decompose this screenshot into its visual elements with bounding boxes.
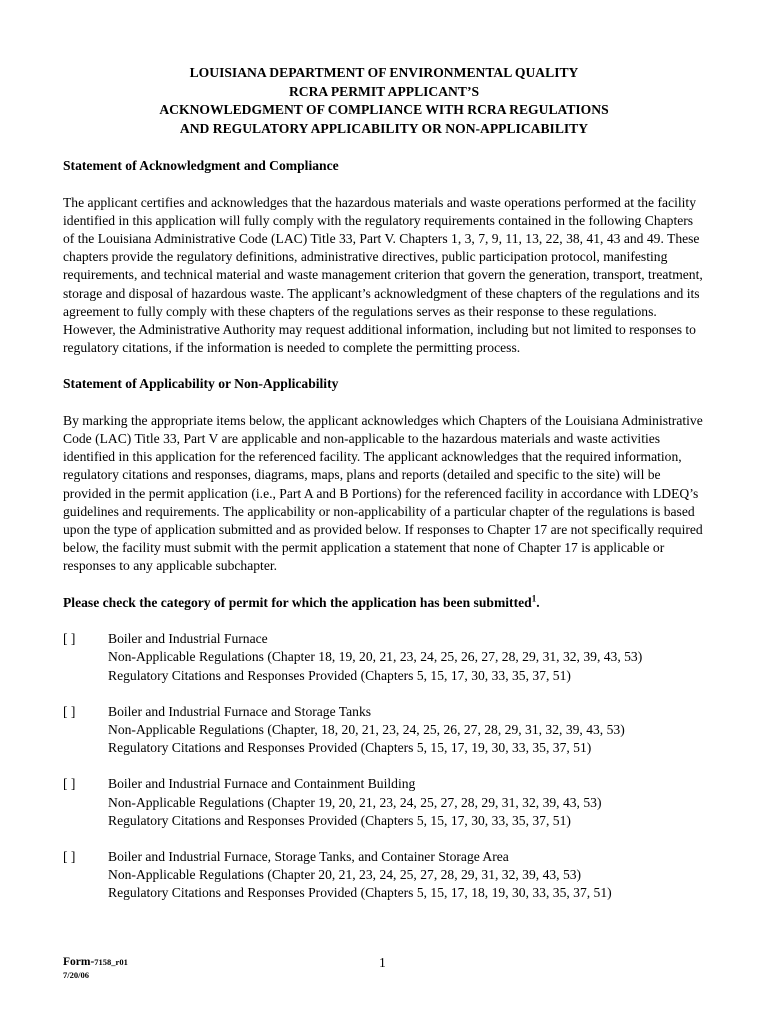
title-line-1: LOUISIANA DEPARTMENT OF ENVIRONMENTAL QUALITY — [189, 65, 579, 80]
option-citations: Regulatory Citations and Responses Provided (Chapters 5, 15, 17, 30, 33, 35, 37, 51) — [108, 812, 571, 828]
option-checkbox[interactable]: [ ] — [63, 703, 76, 719]
option-non-applicable: Non-Applicable Regulations (Chapter 19, 20, 21, 23, 24, 25, 27, 28, 29, 31, 32, 39, 43, 53) — [108, 794, 602, 810]
footnote-marker: 1 — [531, 593, 537, 604]
option-name: Boiler and Industrial Furnace and Storage Tanks — [108, 703, 372, 719]
permit-option — [63, 848, 705, 903]
page-footer — [63, 955, 705, 995]
option-name: Boiler and Industrial Furnace and Containment Building — [108, 776, 416, 792]
form-date: 7/20/06 — [63, 970, 89, 980]
title-line-2: RCRA PERMIT APPLICANT’S — [288, 83, 480, 99]
form-number: 7158_r01 — [94, 957, 128, 967]
option-checkbox[interactable]: [ ] — [63, 631, 76, 647]
form-identifier — [63, 955, 128, 969]
option-non-applicable: Non-Applicable Regulations (Chapter 18, 19, 20, 21, 23, 24, 25, 26, 27, 28, 29, 31, 32, 39, 43, 53) — [108, 649, 643, 665]
option-checkbox[interactable]: [ ] — [63, 848, 76, 864]
permit-category-heading — [63, 594, 705, 613]
title-line-4: AND REGULATORY APPLICABILITY OR NON-APPLICABILITY — [179, 120, 589, 136]
document-title — [63, 64, 705, 138]
option-citations: Regulatory Citations and Responses Provided (Chapters 5, 15, 17, 19, 30, 33, 35, 37, 51) — [108, 740, 592, 756]
option-citations: Regulatory Citations and Responses Provided (Chapters 5, 15, 17, 18, 19, 30, 33, 35, 37, 51) — [108, 885, 612, 901]
option-citations: Regulatory Citations and Responses Provided (Chapters 5, 15, 17, 30, 33, 35, 37, 51) — [108, 667, 571, 683]
acknowledgment-heading: Statement of Acknowledgment and Compliance — [63, 158, 339, 173]
permit-category-heading-end: . — [536, 594, 540, 610]
permit-option — [63, 775, 705, 830]
option-checkbox[interactable]: [ ] — [63, 776, 76, 792]
acknowledgment-paragraph: The applicant certifies and acknowledges that the hazardous materials and waste operations performed at the facility identified in this application will fully comply with the regulatory requirements contained in the following Chapters of the Louisiana Administrative Code (LAC) Title 33, Part V. Chapters 1, 3, 7, 9, 11, 13, 22, 38, 41, 43 and 49. These chapters provide the regulatory definitions, administrative directives, public participation protocol, manifesting requirements, and technical material and waste management criterion that govern the generation, transport, treatment, storage and disposal of hazardous waste. The applicant’s acknowledgment of these chapters of the regulations and its agreement to fully comply with these chapters of the regulations serves as their response to these regulations. However, the Administrative Authority may request additional information, including but not limited to responses to regulatory citations, if the information is needed to complete the permitting process. — [63, 194, 703, 356]
permit-option — [63, 630, 705, 685]
permit-option — [63, 703, 705, 758]
option-non-applicable: Non-Applicable Regulations (Chapter, 18, 20, 21, 23, 24, 25, 26, 27, 28, 29, 31, 32, 39, 43, 53) — [108, 721, 625, 737]
option-name: Boiler and Industrial Furnace, Storage Tanks, and Container Storage Area — [108, 848, 509, 864]
applicability-heading: Statement of Applicability or Non-Applicability — [63, 376, 339, 392]
page-number: 1 — [379, 955, 386, 970]
form-label: Form- — [63, 956, 95, 968]
permit-category-heading-text: Please check the category of permit for which the application has been submitted — [63, 594, 532, 610]
applicability-paragraph: By marking the appropriate items below, the applicant acknowledges which Chapters of the Louisiana Administrative Code (LAC) Title 33, Part V are applicable and non-applicable to the hazardous materials and waste activities identified in this application for the referenced facility. The applicant acknowledges that the required information, regulatory citations and responses, diagrams, maps, plans and reports (detailed and specific to the site) will be provided in the permit application (i.e., Part A and B Portions) for the referenced facility in accordance with LDEQ’s guidelines and requirements. The applicability or non-applicability of a particular chapter of the regulations is based upon the type of application submitted and as provided below. If responses to Chapter 17 are not specifically required below, the facility must submit with the permit application a statement that none of Chapter 17 is applicable or responses to any applicable subchapter. — [63, 412, 703, 574]
option-name: Boiler and Industrial Furnace — [108, 631, 268, 647]
document-page — [63, 64, 705, 903]
title-line-3: ACKNOWLEDGMENT OF COMPLIANCE WITH RCRA REGULATIONS — [159, 102, 609, 117]
option-non-applicable: Non-Applicable Regulations (Chapter 20, 21, 23, 24, 25, 27, 28, 29, 31, 32, 39, 43, 53) — [108, 867, 582, 883]
